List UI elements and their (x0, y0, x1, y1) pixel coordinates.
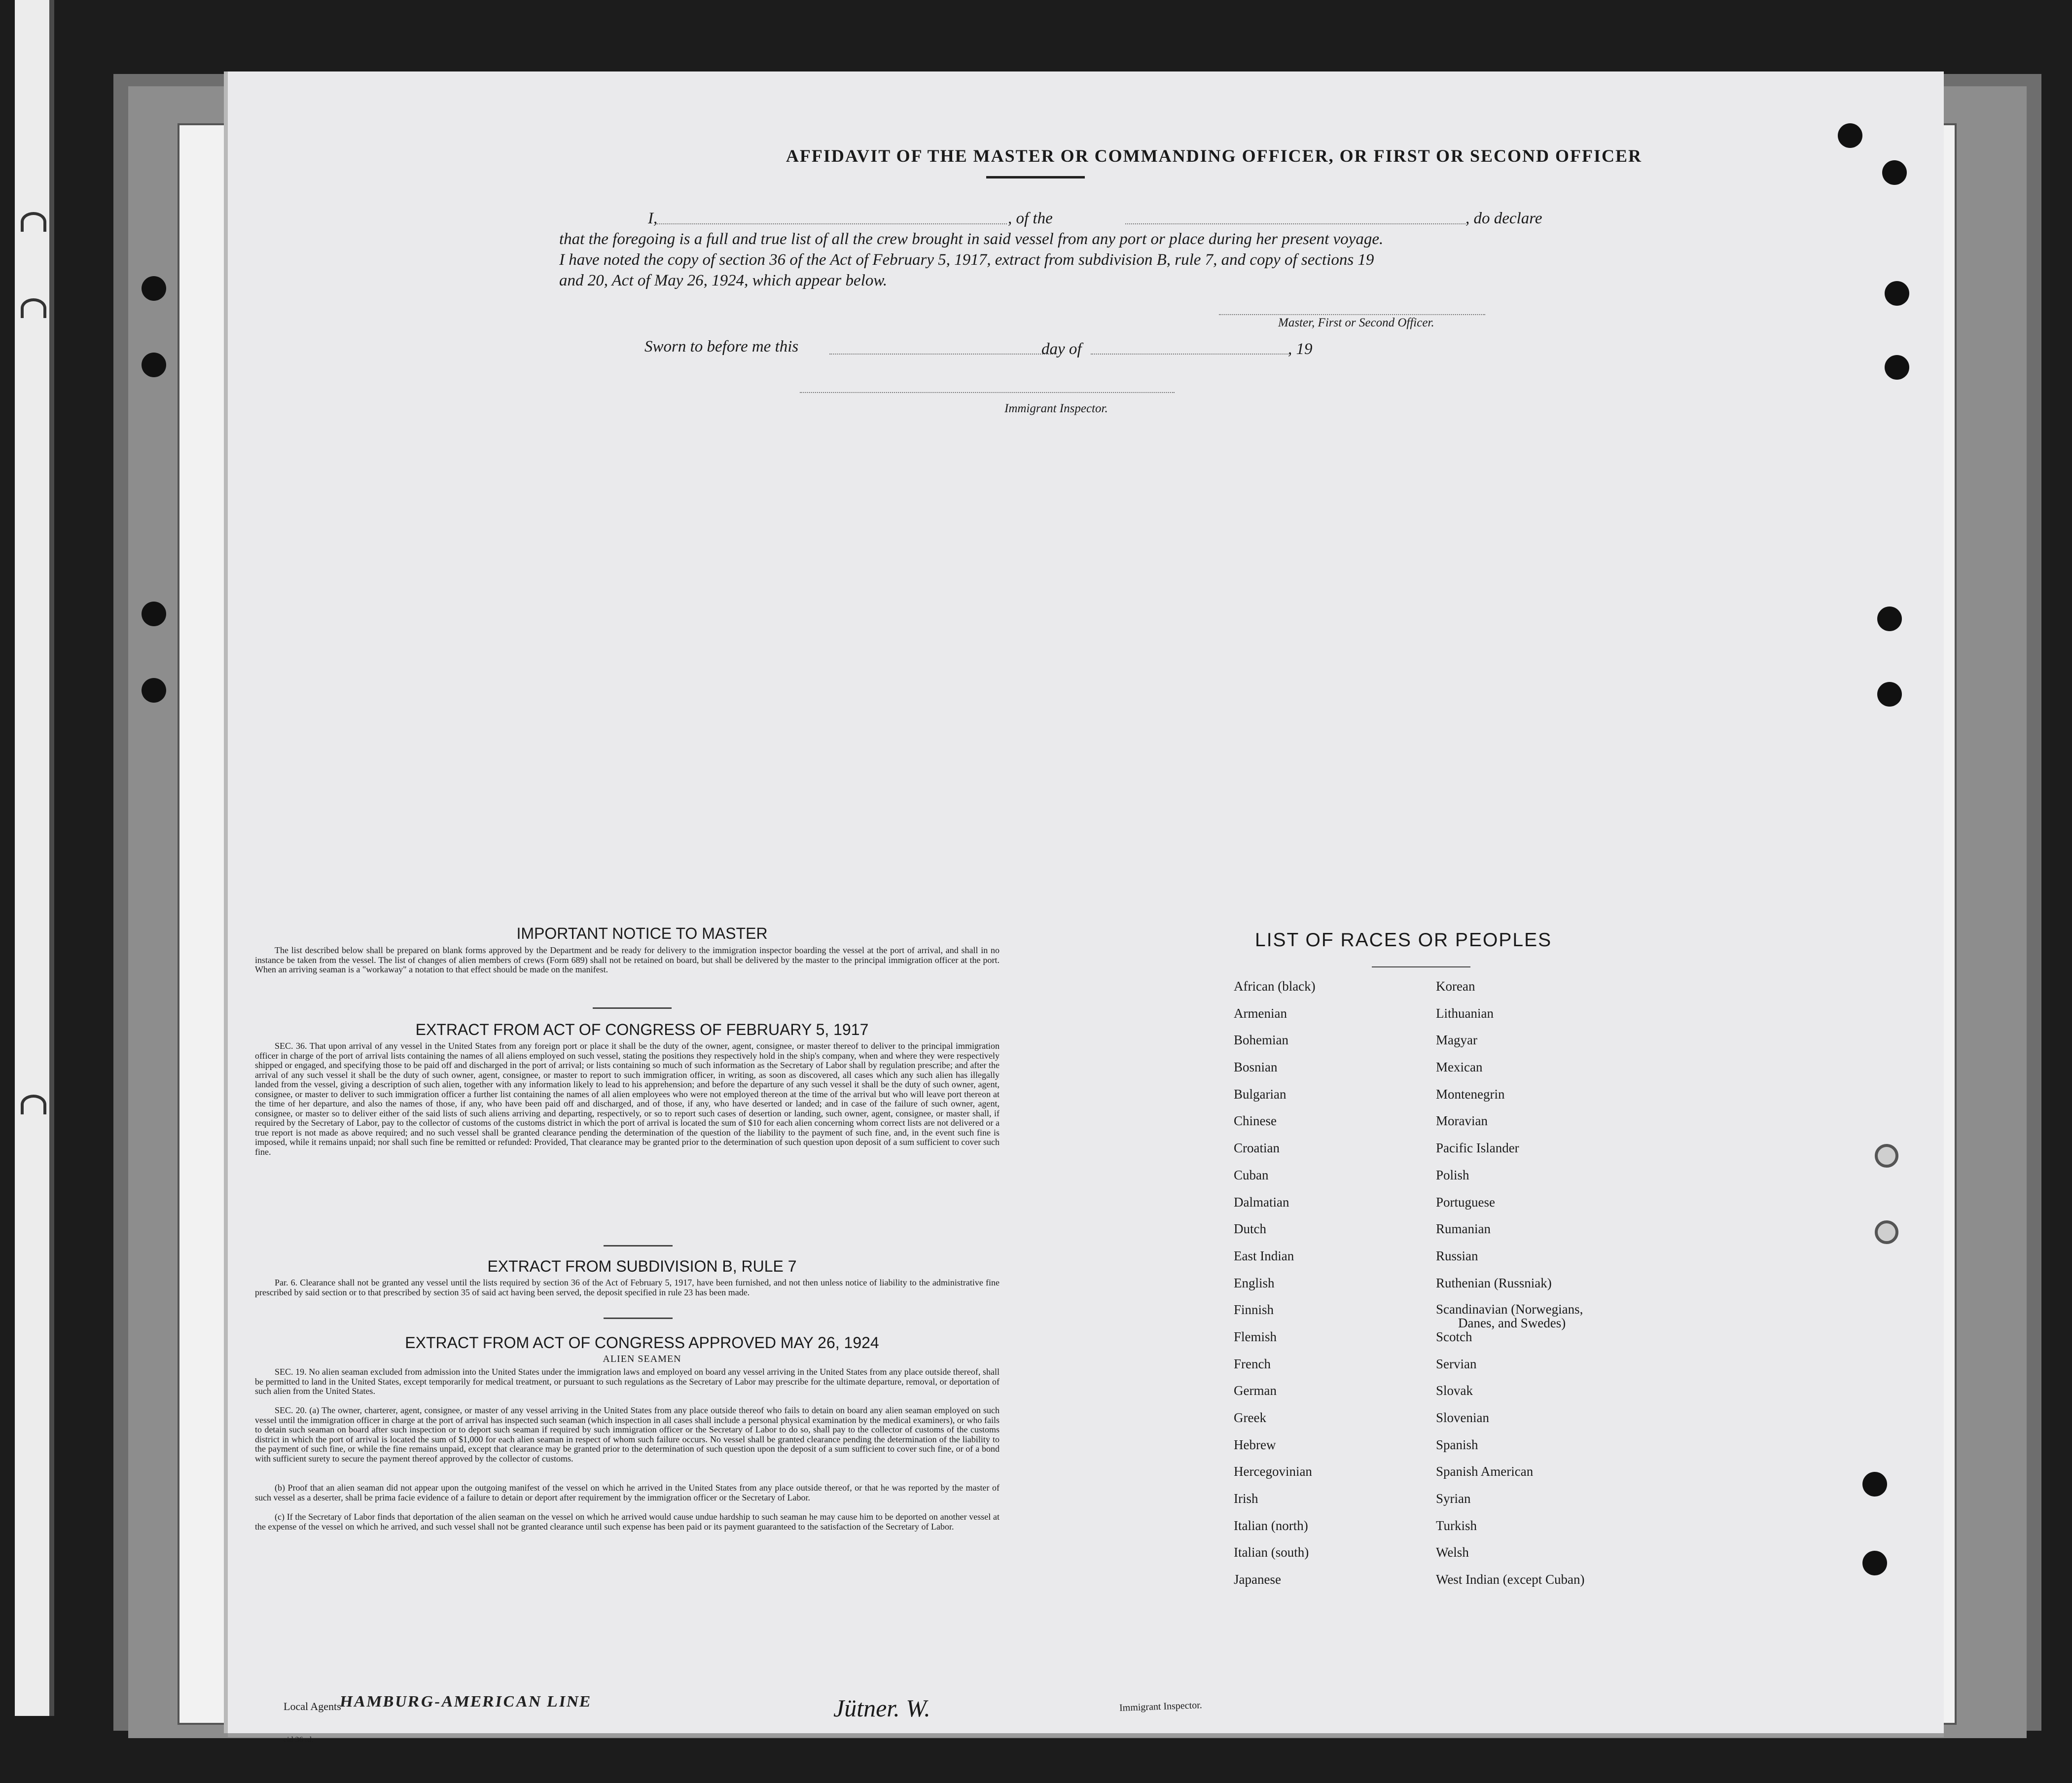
subdivision-b-text: Par. 6. Clearance shall not be granted any vessel until the lists required by section 36 of the Act of February 5, 1917, have been furnished, and not then unless notice of liability to the administrative fine prescribed by said section or to that prescribed by section 35 of said act having been served, the deposit specified in rule 23 has been made. (255, 1278, 1000, 1297)
extract-1924-sec19: SEC. 19. No alien seaman excluded from admission into the United States under the immigration laws and employed on board any vessel arriving in the United States from any place outside thereof, shall be permitted to land in the United States, except temporarily for medical treatment, or pursuant to such regulations as the Secretary of Labor may prescribe for the ultimate departure, removal, or deportation of such alien from the United States. (255, 1367, 1000, 1396)
vessel-blank (1125, 223, 1465, 224)
race-item: Japanese (1234, 1572, 1281, 1587)
race-item: Bulgarian (1234, 1086, 1286, 1102)
race-item: Flemish (1234, 1329, 1277, 1344)
form-number: eid 36 rd. (284, 1736, 314, 1744)
day-blank (829, 354, 1056, 355)
race-item: Bohemian (1234, 1033, 1288, 1048)
race-item: Slovak (1436, 1383, 1473, 1398)
race-item: Magyar (1436, 1033, 1477, 1048)
race-item: Moravian (1436, 1113, 1488, 1129)
race-item: Turkish (1436, 1518, 1477, 1533)
races-heading: LIST OF RACES OR PEOPLES (1255, 929, 1552, 951)
race-item: Korean (1436, 979, 1475, 994)
affidavit-of-the: , of the (1008, 210, 1053, 227)
race-item: African (black) (1234, 979, 1316, 994)
race-item: Scotch (1436, 1329, 1472, 1344)
affidavit-line-3: I have noted the copy of section 36 of the Act of February 5, 1917, extract from subdivision B, rule 7, and copy of sections 19 (559, 251, 1374, 269)
affidavit-line-4: and 20, Act of May 26, 1924, which appear below. (559, 272, 888, 289)
race-item: Finnish (1234, 1302, 1274, 1318)
race-item: Italian (north) (1234, 1518, 1308, 1533)
title-rule (986, 176, 1085, 178)
race-item: Servian (1436, 1356, 1477, 1371)
subdivision-b-heading: EXTRACT FROM SUBDIVISION B, RULE 7 (487, 1257, 797, 1275)
race-item: Hebrew (1234, 1437, 1276, 1452)
punch-hole (1875, 1144, 1898, 1168)
race-item: Irish (1234, 1491, 1258, 1506)
race-item: Montenegrin (1436, 1086, 1505, 1102)
section-rule (593, 1007, 672, 1009)
binding-strip (15, 0, 54, 1716)
race-item: German (1234, 1383, 1277, 1398)
race-item: French (1234, 1356, 1271, 1371)
punch-hole (142, 353, 166, 377)
race-item: Polish (1436, 1167, 1469, 1182)
affidavit-line-2: that the foregoing is a full and true list of all the crew brought in said vessel from any port or place during her present voyage. (559, 230, 1384, 248)
race-item: Italian (south) (1234, 1545, 1309, 1560)
punch-hole (142, 602, 166, 626)
race-item: East Indian (1234, 1248, 1294, 1263)
race-item: Spanish American (1436, 1464, 1534, 1479)
master-sign-blank (1219, 314, 1485, 315)
inspector-print-label: Immigrant Inspector. (1119, 1700, 1203, 1713)
race-item: Dutch (1234, 1221, 1266, 1237)
master-label: Master, First or Second Officer. (1278, 316, 1434, 329)
punch-hole (1838, 123, 1862, 148)
race-item: Ruthenian (Russniak) (1436, 1275, 1552, 1290)
race-item: Lithuanian (1436, 1005, 1494, 1021)
races-rule (1372, 966, 1470, 967)
race-item: Portuguese (1436, 1194, 1495, 1210)
handwritten-signature: Jütner. W. (833, 1694, 930, 1722)
races-column-1 (1234, 979, 1316, 1599)
binding-mark (21, 298, 46, 318)
affidavit-i: I, (648, 210, 658, 227)
affidavit-title: AFFIDAVIT OF THE MASTER OR COMMANDING OFFICER, OR FIRST OR SECOND OFFICER (786, 146, 1643, 166)
race-item: Hercegovinian (1234, 1464, 1312, 1479)
race-item: Slovenian (1436, 1410, 1489, 1425)
race-item: Spanish (1436, 1437, 1478, 1452)
extract-1917-heading: EXTRACT FROM ACT OF CONGRESS OF FEBRUARY 5, 1917 (415, 1021, 869, 1038)
punch-hole (1885, 281, 1909, 306)
punch-hole (1862, 1551, 1887, 1575)
race-item: Chinese (1234, 1113, 1277, 1129)
race-item: Syrian (1436, 1491, 1471, 1506)
race-item-line: Danes, and Swedes) (1458, 1316, 1566, 1331)
day-of: day of (1041, 340, 1082, 358)
race-item: Greek (1234, 1410, 1266, 1425)
section-rule (604, 1245, 673, 1247)
extract-1917-text: SEC. 36. That upon arrival of any vessel in the United States from any foreign port or place it shall be the duty of the owner, agent, consignee, or master thereof to deliver to the principal immigration officer in charge of the port of arrival lists containing the names of all aliens employed on such vessel, stating the positions they respectively hold in the ship's company, when and where they were respectively shipped or engaged, and specifying those to be paid off and discharged in the port of arrival; or lists containing so much of such information as the Secretary of Labor shall by regulation prescribe; and after the arrival of any such vessel it shall be the duty of such owner, agent, consignee, or master to report to such immigration officer, in writing, as soon as discovered, all cases which any such alien has illegally landed from the vessel, giving a description of such alien, together with any information likely to lead to his apprehension; and before the departure of any such vessel it shall be the duty of such owner, agent, consignee, or master to deliver to such immigration officer a further list containing the names of all alien employees who were not employed thereon at the time of the arrival but who will leave port thereon at the time of her departure, and also the names of those, if any, who have been paid off and discharged, and of those, if any, who have deserted or landed; and in case of the failure of such owner, agent, consignee, or master so to deliver either of the said lists of such aliens arriving and departing, respectively, or so to report such cases of desertion or landing, such owner, agent, consignee, or master shall, if required by the Secretary of Labor, pay to the collector of customs of the customs district in which the port of arrival is located the sum of $10 for each alien concerning whom correct lists are not delivered or a true report is not made as above required; and no such vessel shall be granted clearance pending the determination of the question of the liability to the payment of such fine, and, in the event such fine is imposed, while it remains unpaid; nor shall such fine be remitted or refunded: Provided, That clearance may be granted prior to the determination of such question upon deposit of a sum sufficient to cover such fine. (255, 1041, 1000, 1157)
document-page (228, 71, 1944, 1733)
race-item: Cuban (1234, 1167, 1269, 1182)
notice-heading: IMPORTANT NOTICE TO MASTER (516, 925, 768, 942)
extract-1924-sec20b: (b) Proof that an alien seaman did not appear upon the outgoing manifest of the vessel on which he arrived in the United States from any place outside thereof, or that he was reported by the master of such vessel as a deserter, shall be prima facie evidence of a failure to detain or deport after requirement by the immigration officer or the Secretary of Labor. (255, 1483, 1000, 1502)
punch-hole (1875, 1220, 1898, 1244)
affidavit-do-declare: , do declare (1465, 210, 1542, 227)
alien-seamen-subheading: ALIEN SEAMEN (603, 1354, 681, 1364)
race-item: Russian (1436, 1248, 1478, 1263)
local-agents-label: Local Agents (284, 1700, 341, 1712)
race-item: Dalmatian (1234, 1194, 1289, 1210)
notice-text: The list described below shall be prepared on blank forms approved by the Department and be ready for delivery to the immigration inspector boarding the vessel at the port of arrival, and shall in no instance be taken from the vessel. The list of changes of alien members of crews (Form 689) shall not be retained on board, but shall be delivered by the master to the principal immigration officer at the port. When an arriving seaman is a "workaway" a notation to that effect should be made on the manifest. (255, 945, 1000, 974)
punch-hole (1862, 1472, 1887, 1497)
month-blank (1091, 354, 1290, 355)
race-item: Armenian (1234, 1005, 1287, 1021)
race-item: Mexican (1436, 1060, 1483, 1075)
race-item (1436, 1302, 1584, 1329)
race-item: English (1234, 1275, 1275, 1290)
race-item: Rumanian (1436, 1221, 1491, 1237)
year-19: , 19 (1288, 340, 1313, 358)
race-item-line: Scandinavian (Norwegians, (1436, 1302, 1583, 1317)
extract-1924-sec20a: SEC. 20. (a) The owner, charterer, agent, consignee, or master of any vessel arriving in the United States from any place outside thereof who fails to detain on board any alien seaman employed on such vessel until the immigration officer in charge at the port of arrival has inspected such seaman (which inspection in all cases shall include a personal physical examination by the medical examiners), or who fails to detain such seaman on board after such inspection or to deport such seaman if required by such immigration officer or the Secretary of Labor to do so, shall pay to the collector of customs of the customs district in which the port of arrival is located the sum of $1,000 for each alien seaman in respect of whom such failure occurs. No vessel shall be granted clearance pending the determination of the liability to the payment of such fine, or while the fine remains unpaid, except that clearance may be granted prior to the determination of such question upon the deposit of a sum sufficient to cover such fine, or of a bond with sufficient surety to secure the payment thereof approved by the collector of customs. (255, 1405, 1000, 1463)
races-column-2 (1436, 979, 1584, 1599)
extract-1924-heading: EXTRACT FROM ACT OF CONGRESS APPROVED MAY 26, 1924 (405, 1334, 879, 1352)
section-rule (604, 1318, 673, 1319)
punch-hole (1885, 355, 1909, 380)
name-blank (657, 223, 1007, 224)
inspector-sign-blank (800, 392, 1175, 393)
race-item: Croatian (1234, 1141, 1280, 1156)
race-item: Pacific Islander (1436, 1141, 1519, 1156)
punch-hole (1882, 160, 1907, 185)
punch-hole (1877, 606, 1902, 631)
inspector-label: Immigrant Inspector. (1004, 402, 1108, 415)
punch-hole (142, 678, 166, 703)
binding-mark (21, 212, 46, 232)
agent-stamp: HAMBURG-AMERICAN LINE (339, 1692, 593, 1710)
race-item: West Indian (except Cuban) (1436, 1572, 1585, 1587)
sworn-text: Sworn to before me this (644, 338, 799, 356)
race-item: Welsh (1436, 1545, 1469, 1560)
punch-hole (1877, 682, 1902, 707)
binding-mark (21, 1095, 46, 1114)
extract-1924-sec20c: (c) If the Secretary of Labor finds that deportation of the alien seaman on the vessel on which he arrived would cause undue hardship to such seaman he may cause him to be deported on another vessel at the expense of the vessel on which he arrived, and such vessel shall not be granted clearance until such expense has been paid or its payment guaranteed to the satisfaction of the Secretary of Labor. (255, 1512, 1000, 1532)
punch-hole (142, 276, 166, 301)
race-item: Bosnian (1234, 1060, 1278, 1075)
